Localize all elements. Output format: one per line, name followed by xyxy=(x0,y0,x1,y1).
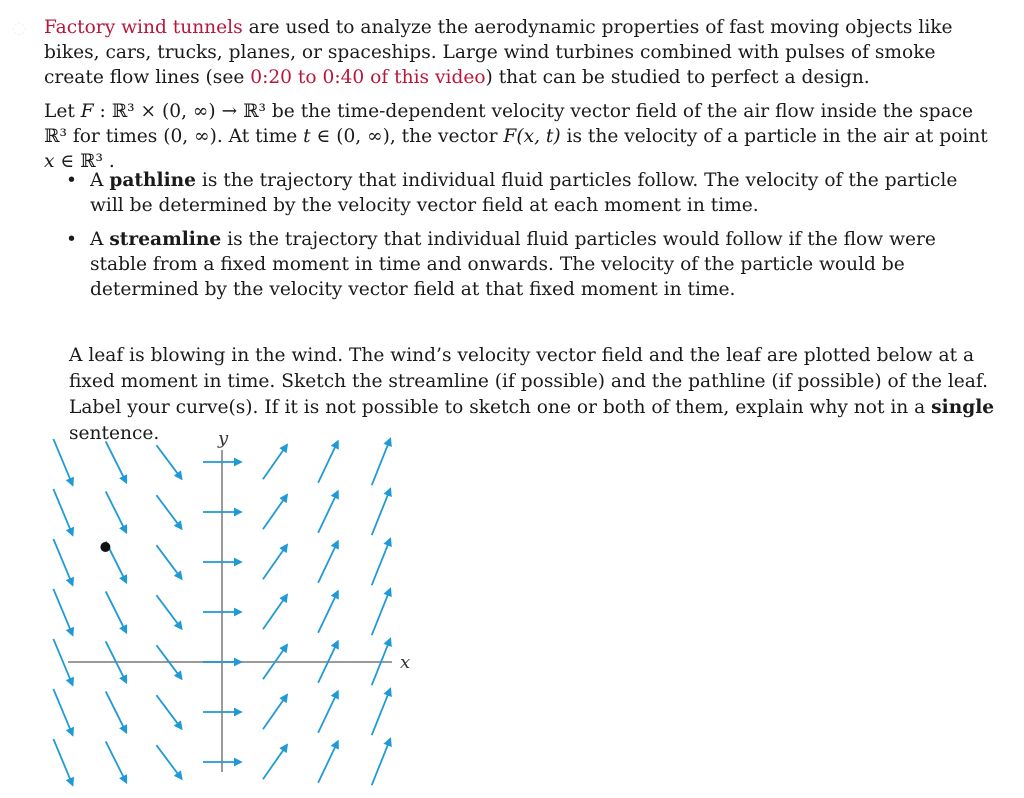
vector-arrow xyxy=(156,445,181,479)
vector-arrow xyxy=(372,539,391,585)
vector-arrow xyxy=(372,589,391,635)
vector-arrow xyxy=(318,441,338,483)
streamline-term: streamline xyxy=(109,229,222,250)
pathline-term: pathline xyxy=(109,170,196,191)
vector-arrow xyxy=(318,591,338,633)
vector-arrow xyxy=(156,545,181,579)
bullet-dot-icon: • xyxy=(66,170,77,191)
vector-arrow xyxy=(106,441,127,482)
vector-arrow xyxy=(156,595,181,629)
vector-arrow xyxy=(156,695,181,729)
leaf-dot xyxy=(100,542,110,552)
intro-text-1: are used to analyze the aerodynamic properties of fast moving objects like bikes, cars, trucks, planes, or spaceships. Large wind turbines combined with pulses of smoke create flow lines (see xyxy=(44,17,953,88)
vector-arrow xyxy=(106,591,127,632)
def-text-5: ∈ ℝ³ . xyxy=(54,151,115,172)
bullet-pathline xyxy=(66,168,988,218)
vector-arrow xyxy=(53,689,72,735)
vector-arrow xyxy=(372,689,391,735)
bullet-pre: A xyxy=(90,170,110,191)
vector-arrow xyxy=(318,541,338,583)
definition-paragraph xyxy=(44,99,994,174)
def-Fxt: F(x, t) xyxy=(503,126,561,147)
vector-arrow xyxy=(263,695,287,729)
def-F: F xyxy=(80,101,94,122)
x-axis-label: x xyxy=(400,652,411,673)
intro-paragraph xyxy=(44,15,994,90)
def-text-2: : ℝ³ × (0, ∞) → ℝ³ be the time-dependent velocity vector field of the air flow inside the space ℝ³ for times (0, ∞). At time xyxy=(44,101,974,147)
def-text-1: Let xyxy=(44,101,81,122)
video-link[interactable]: 0:20 to 0:40 of this video xyxy=(250,67,486,88)
vector-arrows xyxy=(40,437,390,788)
vector-arrow xyxy=(263,495,287,529)
vector-arrow xyxy=(53,739,72,785)
vector-arrow xyxy=(156,495,181,529)
axes xyxy=(68,450,392,772)
vector-arrow xyxy=(263,745,287,779)
vector-arrow xyxy=(106,491,127,532)
vector-arrow xyxy=(263,545,287,579)
vector-arrow xyxy=(372,739,391,785)
bullet-dot-icon: • xyxy=(66,229,77,250)
vector-arrow xyxy=(53,539,72,585)
bullet-post: is the trajectory that individual fluid particles follow. The velocity of the particle will be determined by the velocity vector field at each moment in time. xyxy=(90,170,958,216)
vector-field-plot xyxy=(40,420,440,795)
bullet-streamline xyxy=(66,227,988,302)
vector-arrow xyxy=(53,489,72,535)
vector-arrow xyxy=(53,439,72,485)
bullet-post: is the trajectory that individual fluid particles would follow if the flow were stable from a fixed moment in time and onwards. The velocity of the particle would be determined by the velocity vector field at that fixed moment in time. xyxy=(90,229,936,300)
def-text-3: ∈ (0, ∞), the vector xyxy=(310,126,504,147)
vector-arrow xyxy=(53,589,72,635)
wind-tunnels-link[interactable]: Factory wind tunnels xyxy=(44,17,243,38)
vector-arrow xyxy=(106,691,127,732)
vector-arrow xyxy=(106,741,127,782)
question-post: sentence. xyxy=(69,423,160,444)
def-t: t xyxy=(303,126,311,147)
def-text-4: is the velocity of a particle in the air at point xyxy=(560,126,988,147)
vector-arrow xyxy=(318,491,338,533)
vector-arrow xyxy=(372,489,391,535)
vector-arrow xyxy=(156,745,181,779)
intro-text-2: ) that can be studied to perfect a design. xyxy=(485,67,870,88)
vector-arrow xyxy=(318,691,338,733)
leaf-point xyxy=(100,542,110,552)
vector-arrow xyxy=(372,439,391,485)
def-x: x xyxy=(44,151,55,172)
question-pre: A leaf is blowing in the wind. The wind’s velocity vector field and the leaf are plotted below at a fixed moment in time. Sketch the streamline (if possible) and the pathline (if possible) of the leaf. Label your curve(s). If it is not possible to sketch one or both of them, explain why not in a xyxy=(69,345,989,418)
vector-arrow xyxy=(263,445,287,479)
vector-arrow xyxy=(263,595,287,629)
question-bold: single xyxy=(931,397,995,418)
faint-margin-mark: ◌ xyxy=(12,18,26,37)
vector-arrow xyxy=(318,741,338,783)
bullet-pre: A xyxy=(90,229,110,250)
y-axis-label: y xyxy=(218,428,229,449)
